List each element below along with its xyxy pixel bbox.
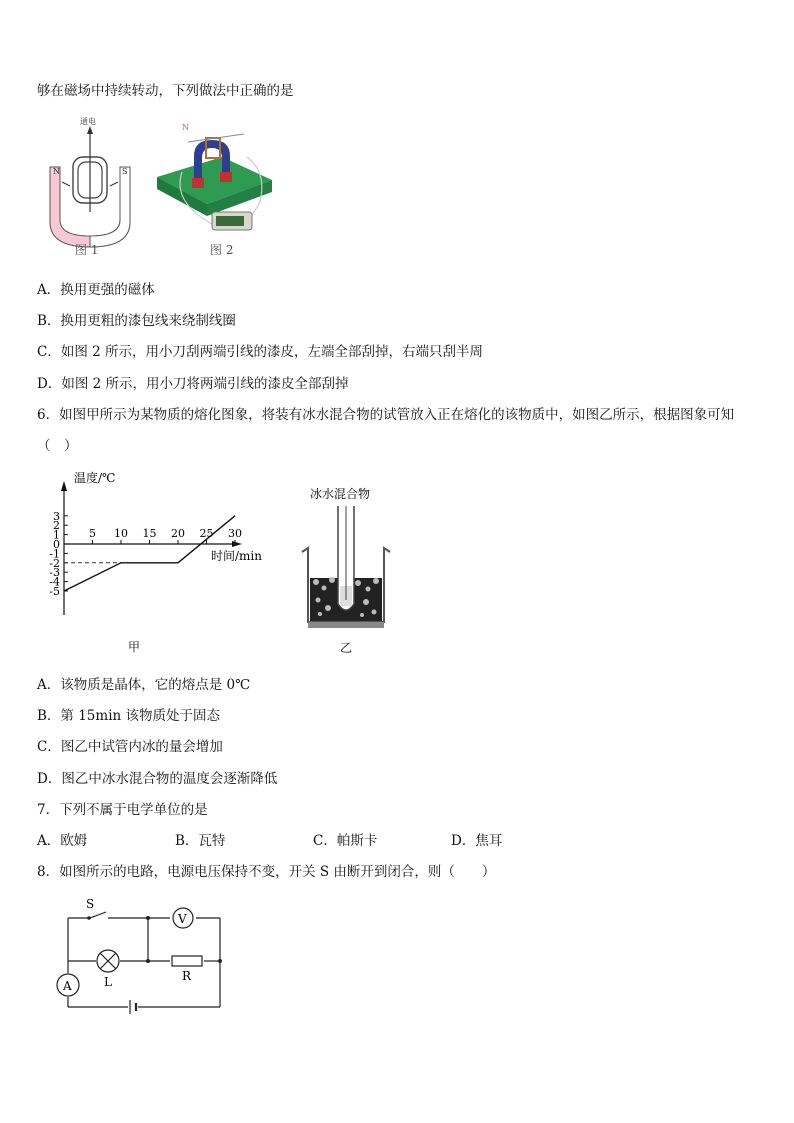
- fig1-label-s: S: [122, 167, 128, 176]
- q6-option-b: B．第 15min 该物质处于固态: [37, 708, 220, 724]
- voltmeter-label: V: [178, 912, 187, 926]
- lamp-label: L: [104, 975, 112, 989]
- fig1-label-n: N: [53, 167, 60, 176]
- figure-2-motor-photo: [152, 112, 277, 252]
- q7-stem: 7．下列不属于电学单位的是: [37, 802, 208, 818]
- beaker-figure: [296, 482, 396, 637]
- graph-caption-jia: 甲: [128, 640, 141, 654]
- x-tick-label: 20: [171, 527, 185, 540]
- q6-option-c: C．图乙中试管内冰的量会增加: [37, 739, 223, 755]
- x-tick-label: 10: [114, 527, 128, 540]
- q5-option-a: A．换用更强的磁体: [37, 282, 155, 298]
- melting-graph-svg: [40, 465, 280, 640]
- x-axis-arrow: [232, 541, 242, 547]
- y-tick-label: -3: [49, 566, 60, 580]
- y-tick-label: 1: [53, 528, 60, 542]
- resistor-label: R: [182, 969, 192, 983]
- q5-option-b: B．换用更粗的漆包线来绕制线圈: [37, 313, 236, 329]
- y-tick-label: 3: [53, 509, 60, 523]
- q7-option-c: C．帕斯卡: [313, 833, 378, 849]
- q6-option-d: D．图乙中冰水混合物的温度会逐渐降低: [37, 771, 278, 787]
- melting-graph: [40, 465, 280, 640]
- y-tick-label: -1: [49, 547, 60, 561]
- q7-option-b: B．瓦特: [175, 833, 226, 849]
- x-axis-label: 时间/min: [211, 549, 262, 563]
- beaker-label: 冰水混合物: [310, 487, 371, 501]
- circuit-diagram: [48, 894, 238, 1019]
- q5-option-c: C．如图 2 所示，用小刀刮两端引线的漆皮，左端全部刮掉，右端只刮半周: [37, 344, 484, 360]
- x-tick-label: 5: [89, 527, 96, 540]
- y-axis-arrow: [61, 481, 67, 491]
- switch-label: S: [86, 897, 95, 911]
- beaker-caption-yi: 乙: [340, 641, 353, 655]
- q8-stem: 8．如图所示的电路，电源电压保持不变，开关 S 由断开到闭合，则（ ）: [37, 864, 496, 880]
- fig1-label-top: 通电: [80, 117, 96, 126]
- y-tick-label: -2: [49, 556, 60, 570]
- fig2-label-n: N: [182, 123, 189, 132]
- y-tick-label: 0: [53, 538, 60, 551]
- q6-stem-line-2: （ ）: [37, 438, 78, 454]
- y-tick-label: 2: [53, 519, 60, 533]
- figure-1-motor-schematic: [40, 112, 140, 262]
- x-tick-label: 30: [228, 527, 242, 540]
- ammeter-label: A: [63, 979, 72, 993]
- question-5-stem-tail: 够在磁场中持续转动，下列做法中正确的是: [37, 83, 294, 99]
- q5-option-d: D．如图 2 所示，用小刀将两端引线的漆皮全部刮掉: [37, 376, 349, 392]
- y-tick-label: -4: [49, 575, 60, 589]
- y-axis-label: 温度/℃: [74, 471, 116, 485]
- x-tick-label: 25: [199, 527, 214, 540]
- figure-2-caption: 图 2: [210, 243, 234, 257]
- q7-option-a: A．欧姆: [37, 833, 88, 849]
- q6-stem-line-1: 6．如图甲所示为某物质的熔化图象，将装有冰水混合物的试管放入正在熔化的该物质中，如图乙所示，根据图象可知: [37, 407, 735, 423]
- figure-1-caption: 图 1: [75, 243, 99, 257]
- y-tick-label: -5: [49, 585, 60, 598]
- q6-option-a: A．该物质是晶体，它的熔点是 0℃: [37, 677, 251, 693]
- x-tick-label: 15: [142, 527, 157, 540]
- q7-option-d: D．焦耳: [451, 833, 503, 849]
